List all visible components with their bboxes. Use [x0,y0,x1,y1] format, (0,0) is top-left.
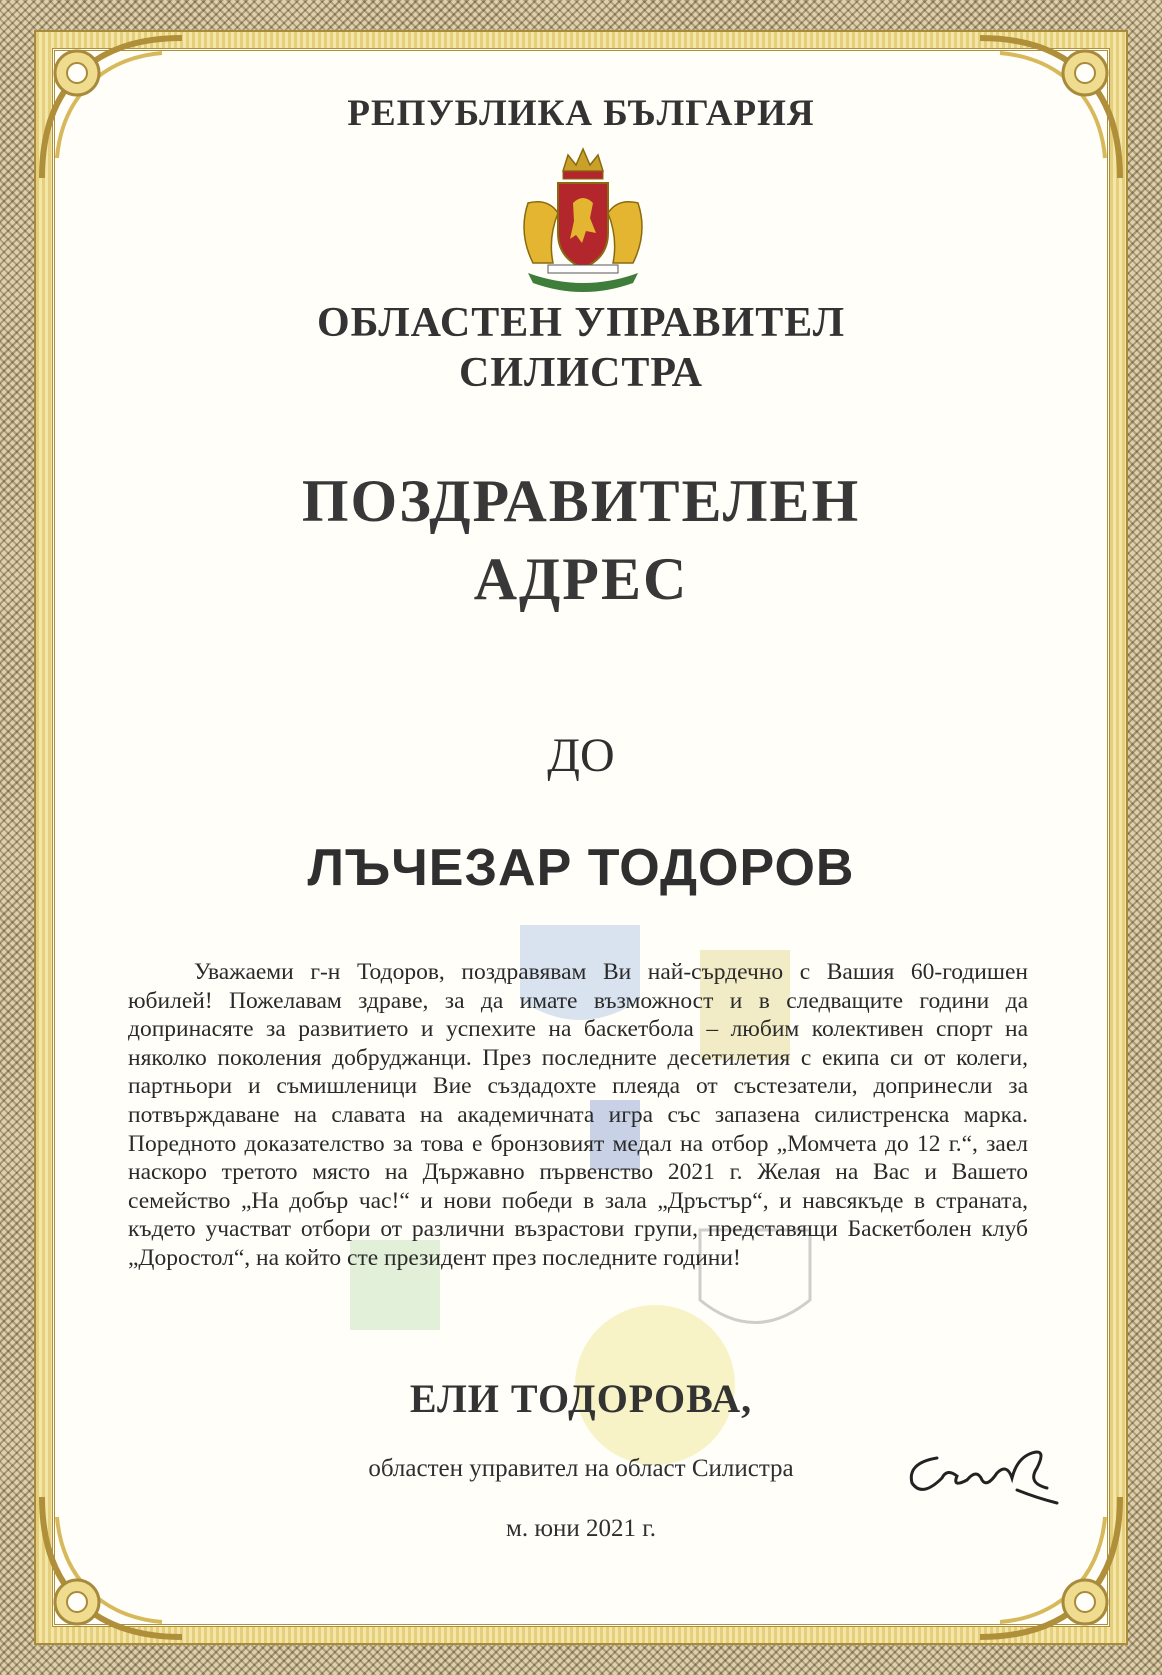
to-label: ДО [547,729,615,782]
institution-line: СИЛИСТРА [459,350,703,396]
signature-mark [897,1428,1067,1508]
title-line: АДРЕС [473,546,689,612]
title-line: ПОЗДРАВИТЕЛЕН [301,468,861,534]
document-date: м. юни 2021 г. [506,1515,656,1542]
recipient-name: ЛЪЧЕЗАР ТОДОРОВ [307,839,855,897]
signer-name: ЕЛИ ТОДОРОВА, [409,1376,753,1421]
congratulation-text: Уважаеми г-н Тодоров, поздравявам Ви най-сърдечно с Вашия 60-годишен юбилей! Пожелавам здраве, за да имате възможност и в следващите години да допринасяте за развитието и успехите на баскетбола – любим колективен спорт на няколко поколения добруджанци. През последните десетилетия с екипа си от колеги, партньори и съмишленици Вие създадохте плеяда от състезатели, допринесли за потвърждаване на славата на академичната игра със запазена силистренска марка. Поредното доказателство за това е бронзовият медал на отбор „Момчета до 12 г.“, заел наскоро третото място на Държавно първенство 2021 г. Желая на Вас и Вашето семейство „На добър час!“ и нови победи в зала „Дръстър“, и навсякъде в страната, където участват отбори от различни възрастови групи, представящи Баскетболен клуб „Доростол“, на който сте президент през последните години! [128,959,1028,1271]
signer-position: областен управител на област Силистра [368,1455,794,1482]
republic-heading: РЕПУБЛИКА БЪЛГАРИЯ [347,93,815,134]
institution-line: ОБЛАСТЕН УПРАВИТЕЛ [316,300,845,346]
